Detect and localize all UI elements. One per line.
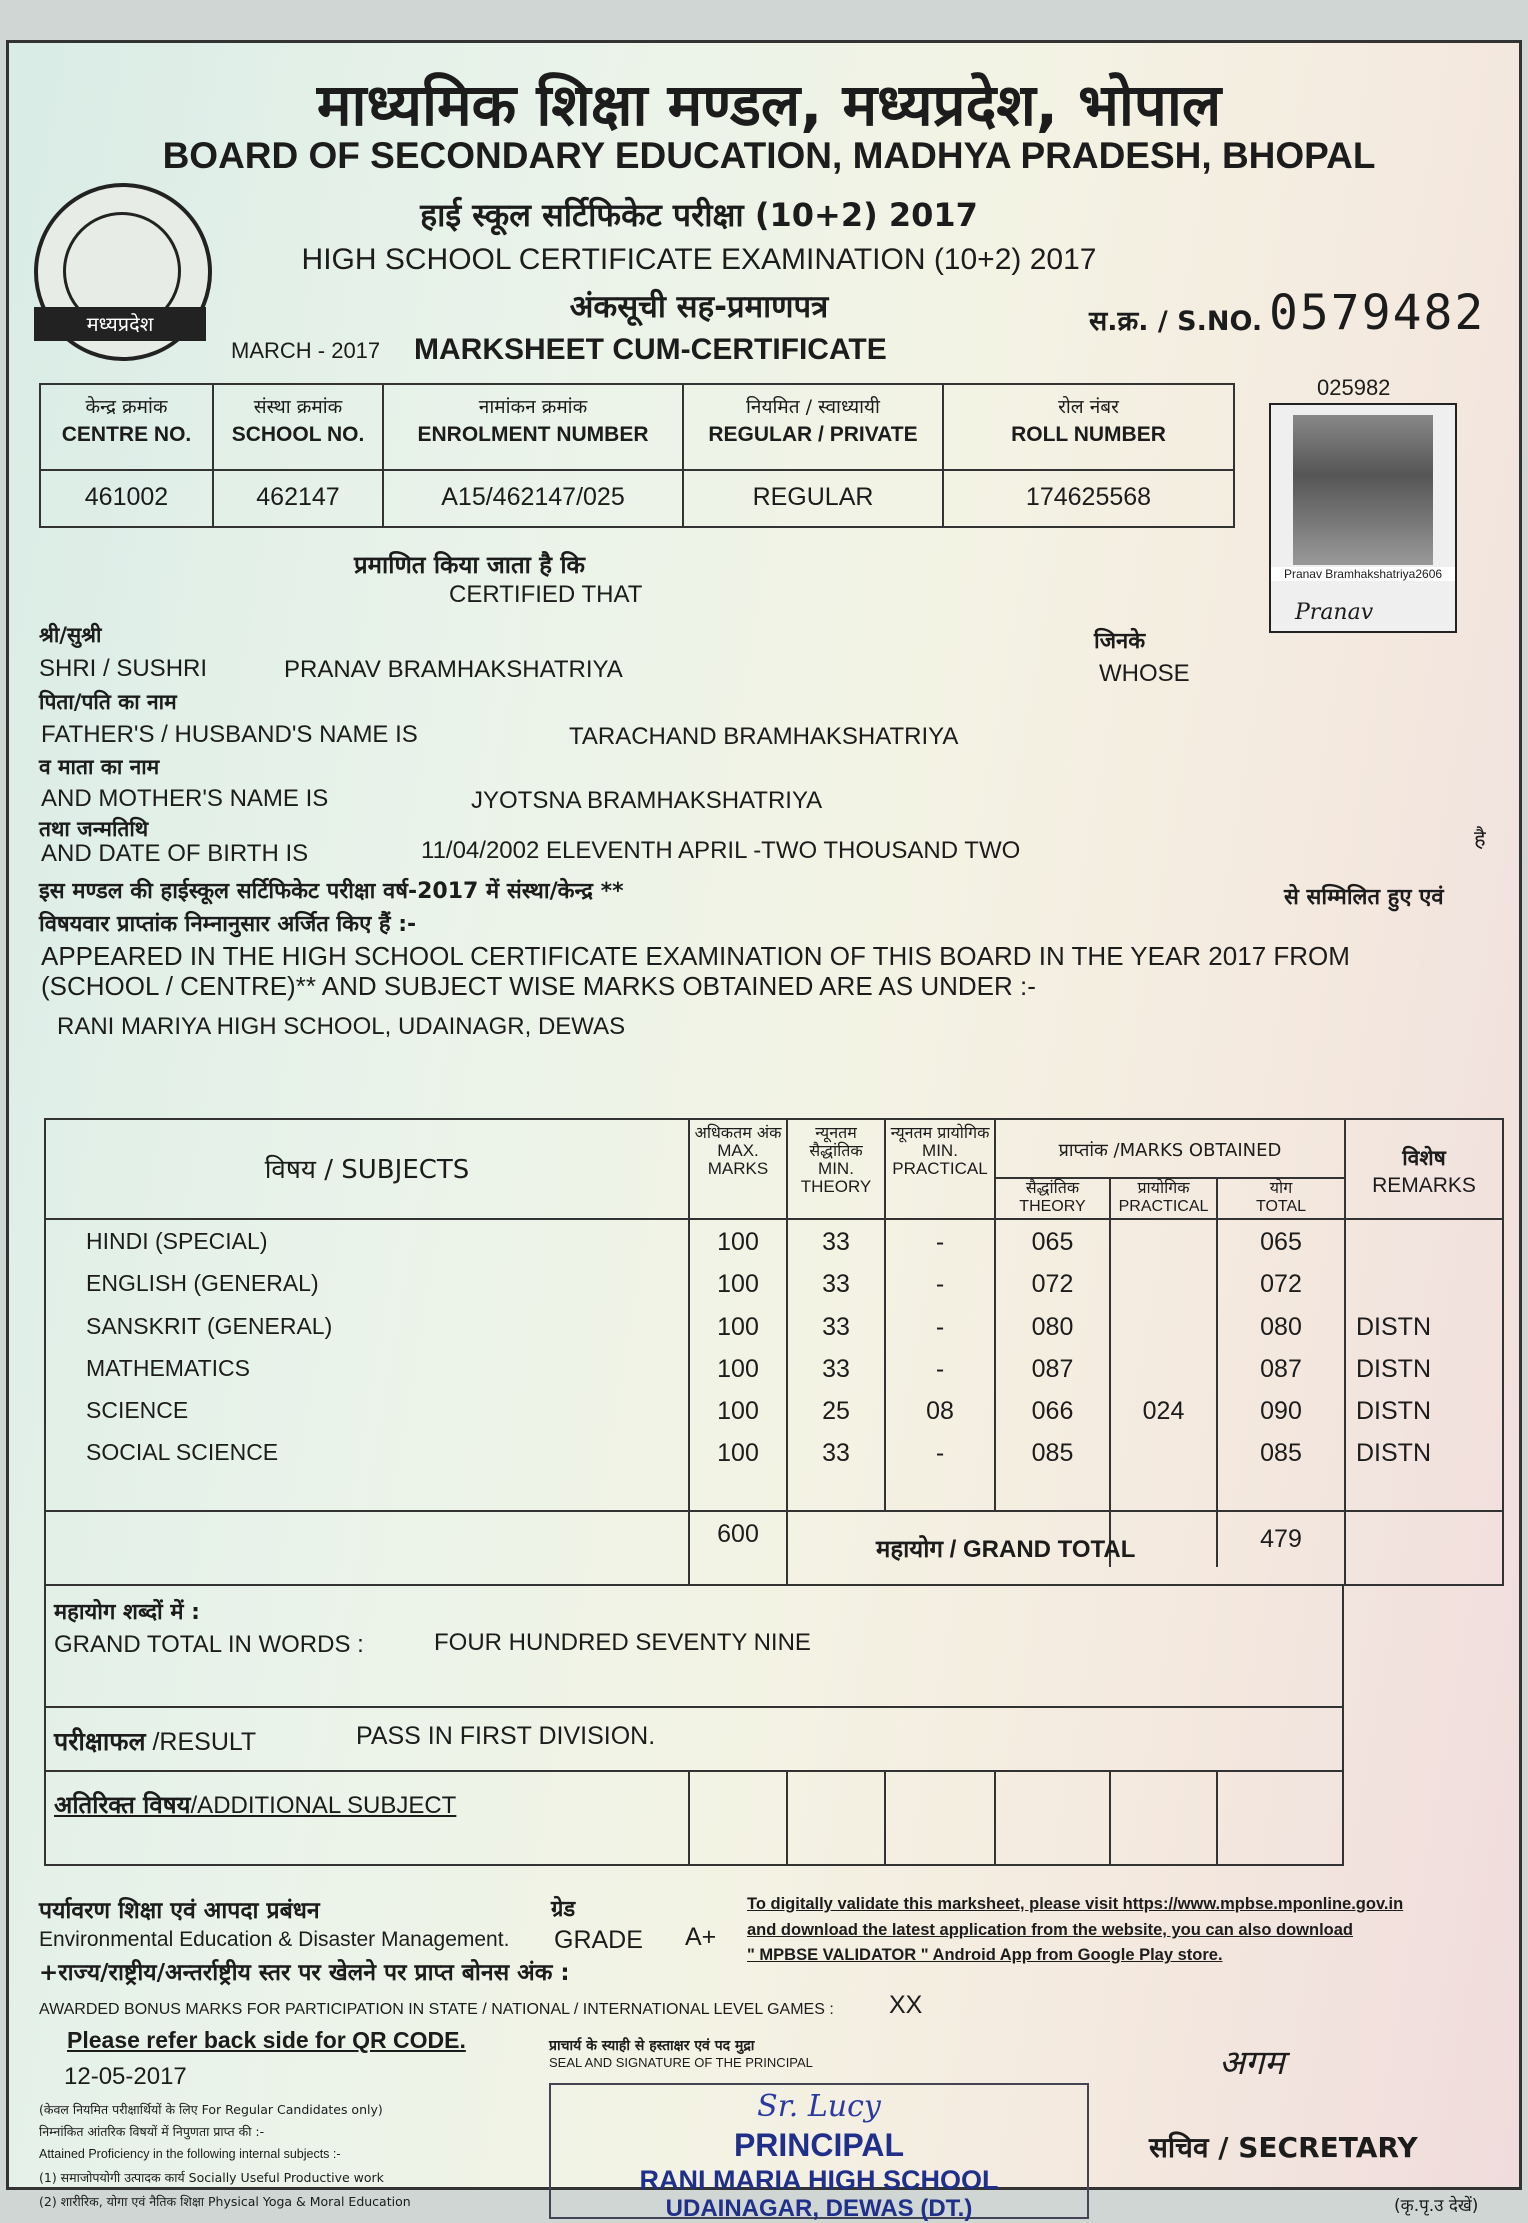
sno-label: स.क्र. / S.NO. <box>1089 306 1263 337</box>
bonus-english: AWARDED BONUS MARKS FOR PARTICIPATION IN STATE / NATIONAL / INTERNATIONAL LEVEL GAMES : <box>39 2001 834 2018</box>
validate-line1: To digitally validate this marksheet, please visit https://www.mpbse.mponline.gov.in <box>747 1895 1404 1913</box>
max-marks-header: अधिकतम अंक MAX. MARKS <box>694 1123 782 1178</box>
note-line5: (2) शारीरिक, योगा एवं नैतिक शिक्षा Physical Yoga & Moral Education <box>39 2194 411 2209</box>
doc-title-english: MARKSHEET CUM-CERTIFICATE <box>414 333 887 366</box>
table-row: ENGLISH (GENERAL) 100 33 - 072 072 <box>86 1270 1302 1298</box>
grand-total-words-box: महायोग शब्दों में : GRAND TOTAL IN WORDS : FOUR HUNDRED SEVENTY NINE <box>44 1584 1344 1708</box>
result-box: परीक्षाफल /RESULT PASS IN FIRST DIVISION. <box>44 1706 1344 1772</box>
mother-name: JYOTSNA BRAMHAKSHATRIYA <box>471 787 823 814</box>
principal-hindi: प्राचार्य के स्याही से हस्ताक्षर एवं पद मुद्रा <box>549 2038 755 2054</box>
certified-english: CERTIFIED THAT <box>449 581 643 608</box>
grade-label: GRADE <box>554 1926 643 1954</box>
roll-number-value: 174625568 <box>1025 483 1152 511</box>
enrolment-value: A15/462147/025 <box>441 483 625 511</box>
qr-note: Please refer back side for QR CODE. <box>67 2027 466 2053</box>
grand-total-label: महायोग / GRAND TOTAL <box>876 1535 1136 1563</box>
table-row: SOCIAL SCIENCE 100 33 - 085 085 DISTN <box>86 1439 1431 1467</box>
candidate-photo <box>1269 403 1457 633</box>
candidate-signature: Pranav <box>1295 600 1374 625</box>
validate-line3: " MPBSE VALIDATOR " Android App from Google Play store. <box>747 1946 1223 1964</box>
whose-hindi: जिनके <box>1094 629 1146 654</box>
regular-private-column: नियमित / स्वाध्यायी REGULAR / PRIVATE REGULAR <box>684 385 944 526</box>
candidate-name: PRANAV BRAMHAKSHATRIYA <box>284 656 623 683</box>
photo-caption: Pranav Bramhakshatriya2606 <box>1271 567 1455 581</box>
principal-english: SEAL AND SIGNATURE OF THE PRINCIPAL <box>549 2055 813 2070</box>
note-line2: निम्नांकित आंतरिक विषयों में निपुणता प्राप्त की :- <box>39 2124 265 2139</box>
seal-ribbon: मध्यप्रदेश <box>34 307 206 341</box>
validate-line2: and download the latest application from the website, you can also download <box>747 1921 1353 1939</box>
doc-title-hindi: अंकसूची सह-प्रमाणपत्र <box>569 289 829 325</box>
subjects-header: विषय / SUBJECTS <box>264 1155 470 1185</box>
certified-hindi: प्रमाणित किया जाता है कि <box>354 551 585 579</box>
theory-header: सैद्धांतिक THEORY <box>1019 1178 1086 1215</box>
stamp-school: RANI MARIA HIGH SCHOOL <box>639 2165 999 2195</box>
practical-header: प्रायोगिक PRACTICAL <box>1118 1178 1209 1215</box>
centre-no-value: 461002 <box>84 483 169 511</box>
appeared-hindi-line2: विषयवार प्राप्तांक निम्नानुसार अर्जित किए हैं :- <box>39 912 417 937</box>
board-seal-icon <box>34 183 212 361</box>
candidate-info-table <box>39 383 1235 528</box>
note-line3: Attained Proficiency in the following internal subjects :- <box>39 2147 341 2161</box>
table-row: SANSKRIT (GENERAL) 100 33 - 080 080 DISTN <box>86 1313 1431 1341</box>
bonus-value: XX <box>889 1991 923 2019</box>
table-row: HINDI (SPECIAL) 100 33 - 065 065 <box>86 1228 1302 1256</box>
principal-signature: Sr. Lucy <box>757 2089 881 2124</box>
centre-no-column: केन्द्र क्रमांक CENTRE NO. 461002 <box>41 385 214 526</box>
grand-total-words: FOUR HUNDRED SEVENTY NINE <box>434 1629 811 1656</box>
env-hindi: पर्यावरण शिक्षा एवं आपदा प्रबंधन <box>39 1898 320 1924</box>
max-total: 600 <box>717 1520 759 1548</box>
min-practical-header: न्यूनतम प्रायोगिक MIN. PRACTICAL <box>890 1123 990 1178</box>
father-english: FATHER'S / HUSBAND'S NAME IS <box>41 721 418 748</box>
shri-english: SHRI / SUSHRI <box>39 655 208 682</box>
grand-total-value: 479 <box>1260 1525 1302 1553</box>
result-value: PASS IN FIRST DIVISION. <box>356 1722 656 1750</box>
photo-number: 025982 <box>1317 375 1391 400</box>
note-line4: (1) समाजोपयोगी उत्पादक कार्य Socially Useful Productive work <box>39 2170 384 2185</box>
serial-number: 0579482 <box>1269 285 1486 341</box>
bonus-hindi: +राज्य/राष्ट्रीय/अन्तर्राष्ट्रीय स्तर पर खेलने पर प्राप्त बोनस अंक : <box>39 1960 570 1986</box>
marks-obtained-header: प्राप्तांक /MARKS OBTAINED <box>1058 1140 1282 1161</box>
total-header: योग TOTAL <box>1255 1178 1307 1215</box>
principal-stamp <box>549 2083 1089 2222</box>
whose-english: WHOSE <box>1099 660 1190 687</box>
board-title-hindi: माध्यमिक शिक्षा मण्डल, मध्यप्रदेश, भोपाल <box>316 71 1222 139</box>
board-title-english: BOARD OF SECONDARY EDUCATION, MADHYA PRADESH, BHOPAL <box>162 135 1376 176</box>
table-row: MATHEMATICS 100 33 - 087 087 DISTN <box>86 1355 1431 1383</box>
note-line1: (केवल नियमित परीक्षार्थियों के लिए For Regular Candidates only) <box>39 2102 383 2117</box>
dob-hindi: तथा जन्मतिथि <box>39 817 149 841</box>
appeared-hindi-right: से सम्मिलित हुए एवं <box>1284 885 1444 910</box>
marksheet <box>6 40 1522 2222</box>
issue-date: 12-05-2017 <box>64 2063 187 2090</box>
additional-subject-box: अतिरिक्त विषय/ADDITIONAL SUBJECT <box>44 1770 1344 1866</box>
secretary-label: सचिव / SECRETARY <box>1149 2131 1418 2164</box>
env-english: Environmental Education & Disaster Management. <box>39 1928 510 1951</box>
marks-table <box>44 1118 1504 1586</box>
min-theory-header: न्यूनतम सैद्धांतिक MIN. THEORY <box>800 1123 872 1196</box>
father-name: TARACHAND BRAMHAKSHATRIYA <box>569 723 959 750</box>
school-no-value: 462147 <box>256 483 340 511</box>
exam-title-english: HIGH SCHOOL CERTIFICATE EXAMINATION (10+2) 2017 <box>301 243 1097 276</box>
school-no-column: संस्था क्रमांक SCHOOL NO. 462147 <box>214 385 384 526</box>
grade-hindi: ग्रेड <box>551 1897 576 1922</box>
mother-hindi: व माता का नाम <box>39 755 160 779</box>
exam-title-hindi: हाई स्कूल सर्टिफिकेट परीक्षा (10+2) 2017 <box>420 196 978 234</box>
stamp-place: UDAINAGAR, DEWAS (DT.) <box>665 2195 973 2222</box>
school-name: RANI MARIYA HIGH SCHOOL, UDAINAGR, DEWAS <box>57 1013 626 1040</box>
enrolment-column: नामांकन क्रमांक ENROLMENT NUMBER A15/462147/025 <box>384 385 684 526</box>
appeared-english-line2: (SCHOOL / CENTRE)** AND SUBJECT WISE MARKS OBTAINED ARE AS UNDER :- <box>41 971 1036 1001</box>
dob-english: AND DATE OF BIRTH IS <box>41 840 309 867</box>
remarks-header: विशेष REMARKS <box>1372 1146 1476 1197</box>
regular-private-value: REGULAR <box>752 483 874 511</box>
grade-value: A+ <box>685 1923 717 1951</box>
hai-hindi: है <box>1474 827 1486 852</box>
stamp-title: PRINCIPAL <box>733 2127 905 2163</box>
date-of-birth: 11/04/2002 ELEVENTH APRIL -TWO THOUSAND TWO <box>421 837 1021 864</box>
father-hindi: पिता/पति का नाम <box>39 690 177 714</box>
appeared-english-line1: APPEARED IN THE HIGH SCHOOL CERTIFICATE EXAMINATION OF THIS BOARD IN THE YEAR 2017 FROM <box>41 941 1350 971</box>
appeared-hindi-line1: इस मण्डल की हाईस्कूल सर्टिफिकेट परीक्षा वर्ष-2017 में संस्था/केन्द्र ** <box>39 879 624 904</box>
table-row: SCIENCE 100 25 08 066 024 090 DISTN <box>86 1397 1431 1425</box>
please-turn-over: (कृ.पृ.उ देखें) <box>1394 2196 1479 2216</box>
session: MARCH - 2017 <box>231 338 381 363</box>
secretary-signature: अगम <box>1219 2043 1285 2083</box>
roll-number-column: रोल नंबर ROLL NUMBER 174625568 <box>944 385 1233 526</box>
person-photo-icon <box>1293 415 1433 565</box>
shri-hindi: श्री/सुश्री <box>39 623 102 647</box>
mother-english: AND MOTHER'S NAME IS <box>41 785 329 812</box>
